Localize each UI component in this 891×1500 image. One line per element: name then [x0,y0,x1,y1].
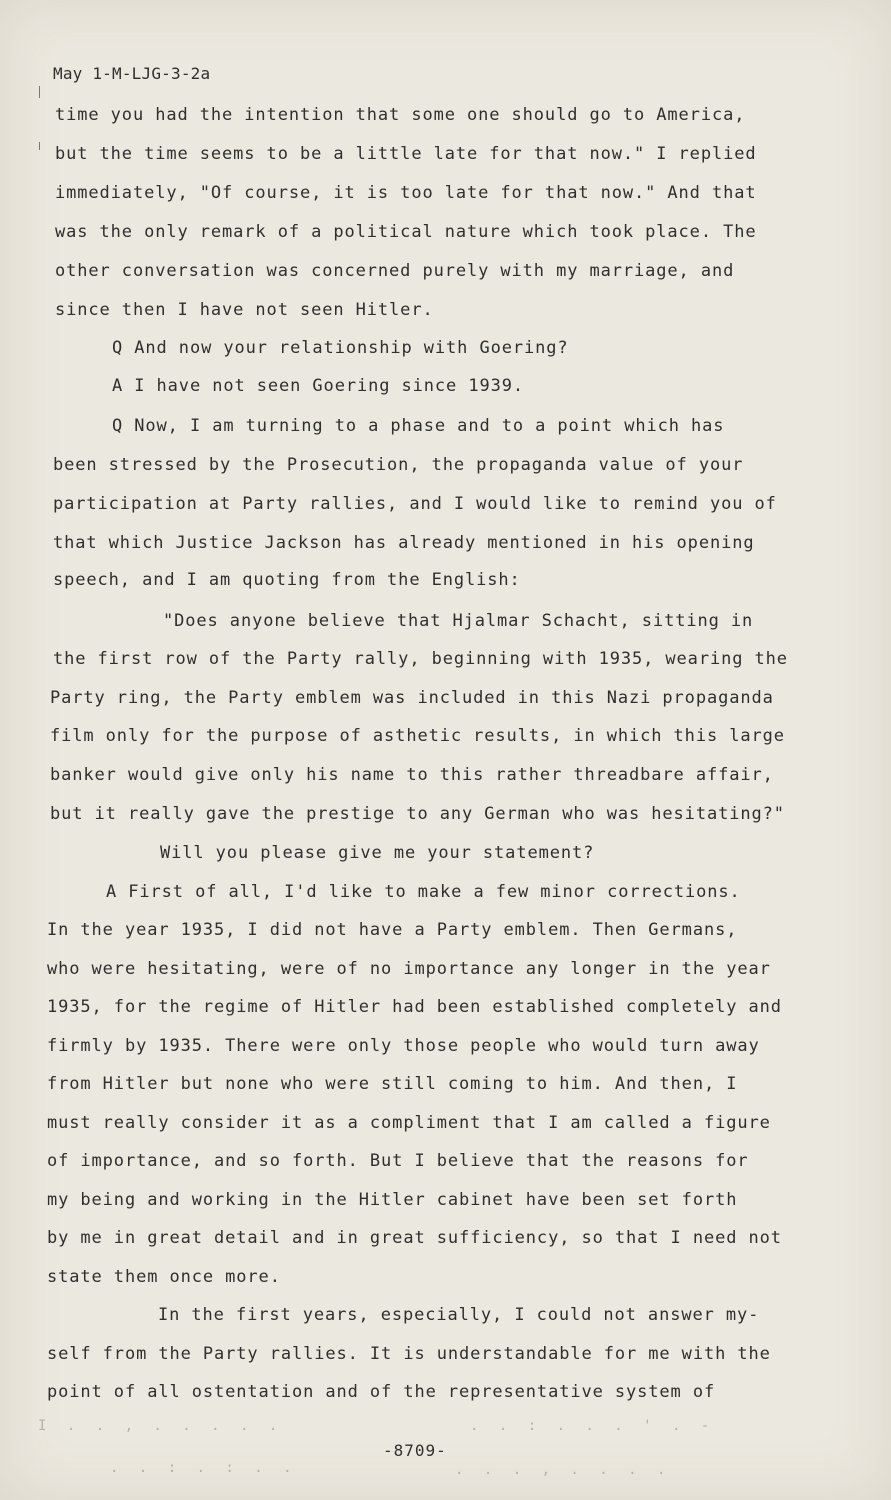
text-line: Will you please give me your statement? [160,843,595,863]
bleed-through-text: . . : . : . . [110,1460,298,1476]
text-line: must really consider it as a compliment that I am called a figure [47,1113,771,1133]
text-line: Q And now your relationship with Goering? [112,338,569,358]
text-line: state them once more. [47,1267,281,1287]
bleed-through-text: . . : . . . ' . - [470,1418,716,1434]
text-line: who were hesitating, were of no importance any longer in the year [47,959,771,979]
text-line: my being and working in the Hitler cabinet have been set forth [47,1190,738,1210]
text-line: but it really gave the prestige to any German who was hesitating?" [50,804,785,824]
text-line: banker would give only his name to this rather threadbare affair, [50,765,774,785]
text-line: the first row of the Party rally, beginning with 1935, wearing the [53,649,788,669]
text-line: A First of all, I'd like to make a few minor corrections. [106,882,741,902]
text-line: film only for the purpose of asthetic results, in which this large [50,726,785,746]
document-header: May 1-M-LJG-3-2a [53,64,211,83]
page-number: -8709- [383,1441,447,1460]
text-line: participation at Party rallies, and I would like to remind you of [53,494,777,514]
text-line: 1935, for the regime of Hitler had been established completely and [47,997,782,1017]
text-line: self from the Party rallies. It is understandable for me with the [47,1344,771,1364]
text-line: firmly by 1935. There were only those people who would turn away [47,1036,760,1056]
text-line: that which Justice Jackson has already mentioned in his opening [53,533,755,553]
text-line: In the year 1935, I did not have a Party emblem. Then Germans, [47,920,738,940]
text-line: other conversation was concerned purely with my marriage, and [55,261,735,281]
text-line: time you had the intention that some one should go to America, [55,105,746,125]
text-line: immediately, "Of course, it is too late for that now." And that [55,183,757,203]
text-line: Party ring, the Party emblem was included in this Nazi propaganda [50,688,774,708]
margin-mark [39,86,40,98]
text-line: but the time seems to be a little late for that now." I replied [55,144,757,164]
text-line: been stressed by the Prosecution, the propaganda value of your [53,455,744,475]
text-line: Q Now, I am turning to a phase and to a point which has [112,416,725,436]
text-line: In the first years, especially, I could not answer my- [158,1305,760,1325]
text-line: point of all ostentation and of the representative system of [47,1382,716,1402]
text-line: A I have not seen Goering since 1939. [112,376,524,396]
text-line: was the only remark of a political nature which took place. The [55,222,757,242]
text-line: by me in great detail and in great sufficiency, so that I need not [47,1228,782,1248]
text-line: speech, and I am quoting from the English: [53,570,521,590]
bleed-through-text: . . . , . . . . [455,1462,672,1478]
text-line: "Does anyone believe that Hjalmar Schacht, sitting in [163,611,754,631]
text-line: from Hitler but none who were still coming to him. And then, I [47,1074,738,1094]
text-line: since then I have not seen Hitler. [55,300,434,320]
bleed-through-text: I . . , . . . . . [38,1418,284,1434]
text-line: of importance, and so forth. But I believe that the reasons for [47,1151,749,1171]
margin-mark [39,142,40,150]
